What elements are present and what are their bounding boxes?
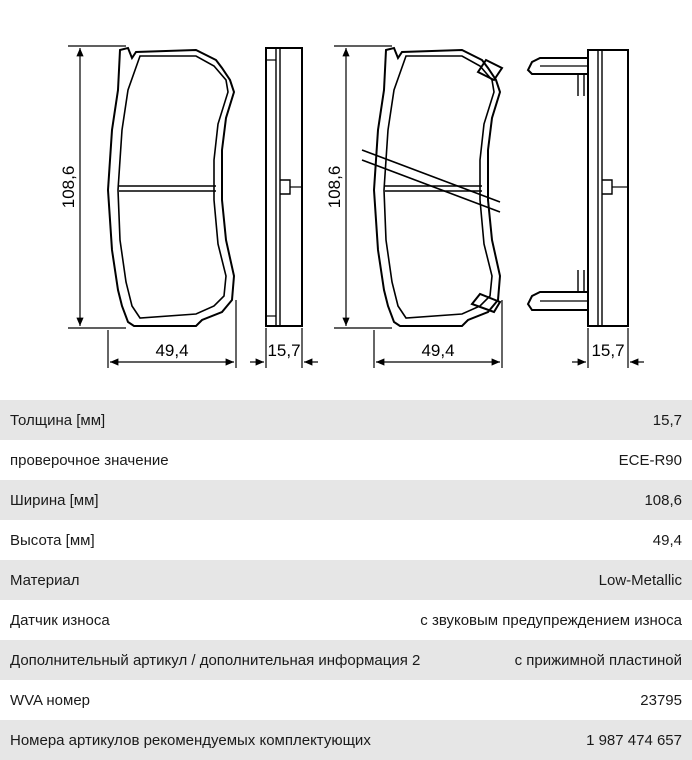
spec-row-thickness (0, 400, 692, 440)
spec-label: Материал (10, 571, 80, 589)
spec-value: 15,7 (652, 411, 682, 429)
left-pad-front-view (108, 48, 234, 326)
spec-row-material (0, 560, 692, 600)
spec-value: с звуковым предупреждением износа (420, 611, 682, 629)
spec-label: Номера артикулов рекомендуемых комплектующих (10, 731, 371, 749)
spec-label: Ширина [мм] (10, 491, 99, 509)
spec-value: с прижимной пластиной (514, 651, 682, 669)
spec-label: WVA номер (10, 691, 91, 709)
left-width-label: 49,4 (155, 341, 189, 360)
spec-row-height (0, 520, 692, 560)
spec-value: 108,6 (644, 491, 682, 509)
right-height-label: 108,6 (325, 165, 344, 209)
spec-label: Высота [мм] (10, 531, 95, 549)
spec-label: Толщина [мм] (10, 411, 106, 429)
spec-row-additional-info (0, 640, 692, 680)
spec-value: Low-Metallic (598, 571, 682, 589)
spec-value: 1 987 474 657 (586, 731, 682, 749)
right-pad-side-view (528, 50, 628, 326)
spec-row-test-value (0, 440, 692, 480)
spec-row-wva-number (0, 680, 692, 720)
spec-row-wear-sensor (0, 600, 692, 640)
spec-label: Дополнительный артикул / дополнительная информация 2 (10, 651, 421, 669)
spec-label: проверочное значение (10, 451, 169, 469)
spec-table (0, 400, 692, 760)
spec-value: 23795 (640, 691, 682, 709)
left-pad-side-view (266, 48, 302, 326)
spec-row-width (0, 480, 692, 520)
spec-row-recommended-parts (0, 720, 692, 760)
spec-value: 49,4 (652, 531, 682, 549)
left-height-label: 108,6 (59, 165, 78, 209)
spec-value: ECE-R90 (618, 451, 682, 469)
right-thickness-label: 15,7 (591, 341, 625, 360)
right-pad-front-view (362, 48, 502, 326)
spec-label: Датчик износа (10, 611, 110, 629)
left-thickness-label: 15,7 (267, 341, 301, 360)
right-width-label: 49,4 (421, 341, 455, 360)
